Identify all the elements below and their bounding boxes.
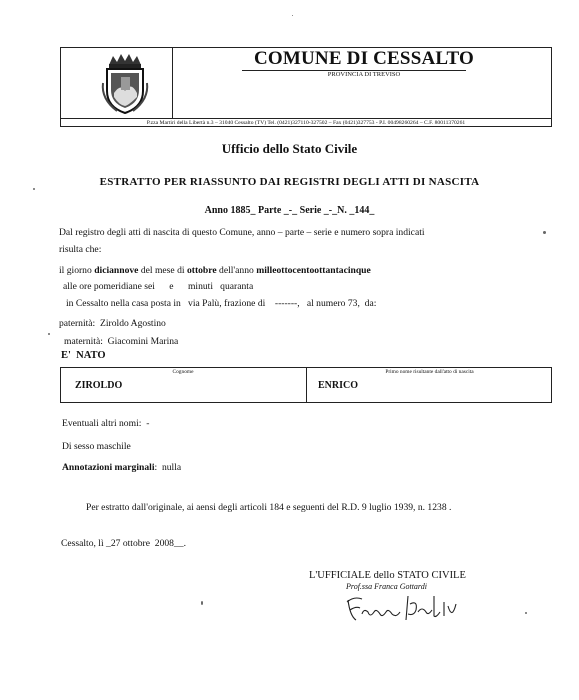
letterhead-divider — [172, 47, 173, 119]
scan-speck — [33, 188, 35, 190]
intro-line: risulta che: — [59, 244, 102, 255]
mese-prefix: del mese di — [140, 265, 185, 276]
paternita-line: paternità: Ziroldo Agostino — [59, 318, 166, 329]
official-title: L'UFFICIALE dello STATO CIVILE — [309, 570, 466, 581]
maternita-line: maternità: Giacomini Marina — [64, 336, 179, 347]
handwritten-signature — [344, 590, 464, 626]
prenome-label: Primo nome risultante dall'atto di nascita — [385, 369, 474, 375]
official-name: Prof.ssa Franca Gottardi — [346, 582, 427, 591]
altri-nomi-line: Eventuali altri nomi: - — [62, 418, 150, 429]
document-title: ESTRATTO PER RIASSUNTO DAI REGISTRI DEGLI ATTI DI NASCITA — [99, 176, 480, 188]
annotazioni-label: Annotazioni marginali — [62, 462, 155, 473]
cognome-value: ZIROLDO — [75, 380, 123, 391]
intro-line: Dal registro degli atti di nascita di questo Comune, anno – parte – serie e numero sopra indicati — [59, 227, 425, 238]
sesso-line: Di sesso maschile — [62, 441, 131, 452]
birth-date-line — [59, 265, 371, 276]
giorno-prefix: il giorno — [59, 265, 92, 276]
scan-speck — [525, 612, 527, 614]
anno-prefix: dell'anno — [219, 265, 254, 276]
date-line: Cessalto, lì _27 ottobre 2008__. — [61, 538, 186, 549]
birth-time-line: alle ore pomeridiane sei e minuti quaranta — [63, 281, 254, 292]
mese-value: ottobre — [186, 265, 217, 276]
prenome-value: ENRICO — [318, 380, 359, 391]
anno-value: milleottocentoottantacinque — [256, 265, 371, 276]
address-line: P.zza Martiri della Libertà n.3 – 31040 Cessalto (TV) Tel. (0421)327110-327502 – Fax (0421)327753 - P.I. 00498260264 – C.F. 80011370261 — [146, 120, 466, 126]
scan-speck — [201, 601, 203, 605]
per-estratto-line: Per estratto dall'originale, ai aensi degli articoli 184 e seguenti del R.D. 9 luglio 1939, n. 1238 . — [86, 502, 452, 513]
giorno-value: diciannove — [94, 265, 139, 276]
e-nato-label: E' NATO — [61, 350, 106, 361]
annotazioni-line — [62, 462, 181, 473]
scan-speck — [543, 231, 546, 234]
scan-speck — [48, 333, 50, 335]
comune-title: COMUNE DI CESSALTO — [253, 48, 475, 69]
birth-place-line: in Cessalto nella casa posta in via Palù, frazione di -------, al numero 73, da: — [66, 298, 377, 309]
annotazioni-value: : nulla — [154, 462, 182, 473]
cognome-label: Cognome — [172, 369, 194, 375]
office-heading: Ufficio dello Stato Civile — [221, 141, 358, 156]
provincia-subtitle: PROVINCIA DI TREVISO — [327, 71, 401, 78]
municipal-crest-icon — [99, 53, 151, 115]
registry-reference: Anno 1885_ Parte _-_ Serie _-_N. _144_ — [204, 205, 375, 216]
scan-speck — [292, 15, 293, 16]
